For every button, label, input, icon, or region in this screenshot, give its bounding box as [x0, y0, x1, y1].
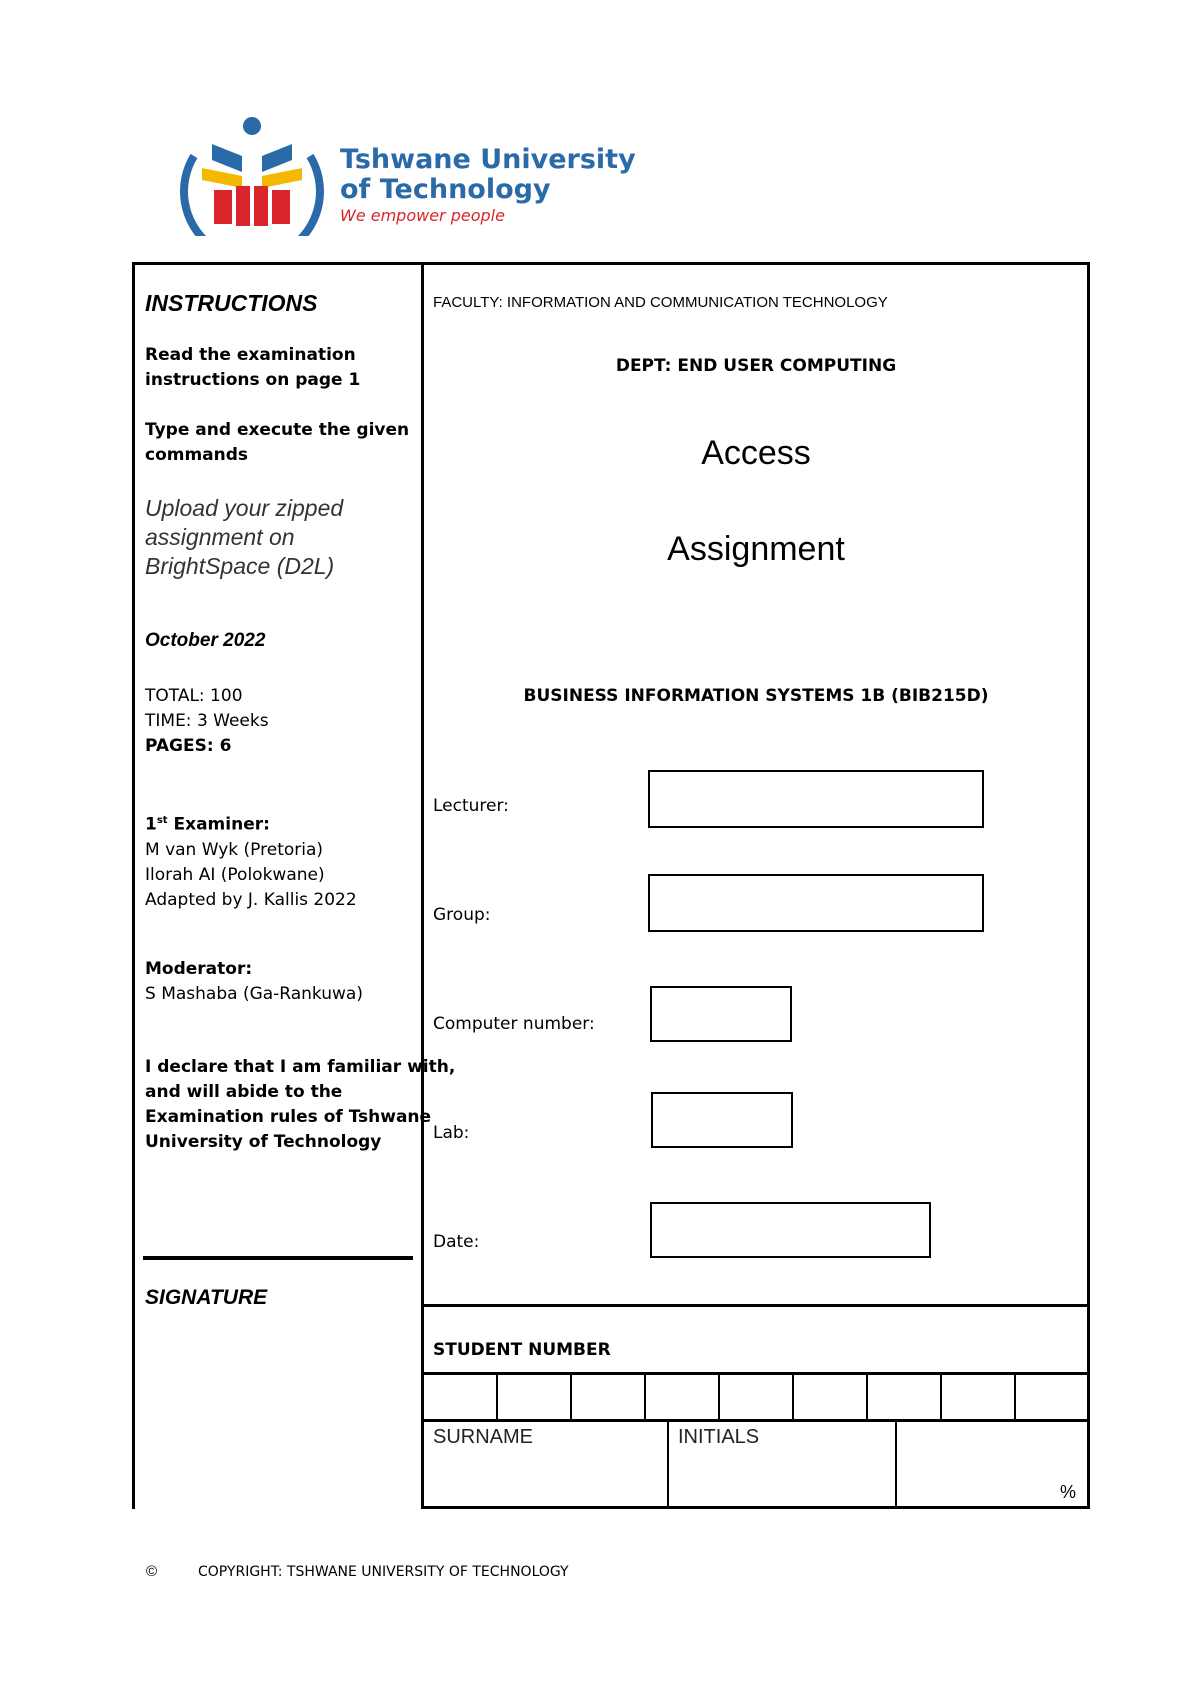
copyright-icon: © [146, 1563, 158, 1580]
frame-bottom-line [421, 1506, 1090, 1509]
group-field[interactable] [648, 874, 984, 932]
moderator-heading: Moderator: [145, 959, 253, 979]
examiner-1: M van Wyk (Pretoria) [145, 839, 324, 860]
upload-line3: BrightSpace (D2L) [145, 553, 335, 579]
moderator-name: S Mashaba (Ga-Rankuwa) [145, 984, 363, 1004]
exam-totals [145, 684, 269, 759]
student-grid-bottom-line [421, 1419, 1090, 1422]
declaration [145, 1055, 455, 1155]
declare-line3: Examination rules of Tshwane [145, 1107, 432, 1127]
upload-line2: assignment on [145, 524, 295, 550]
logo-tagline: We empower people [340, 206, 505, 225]
instruction-1-line1: Read the examination [145, 345, 356, 365]
logo-name-line1: Tshwane University [340, 144, 636, 175]
computer-number-label: Computer number: [433, 1014, 595, 1034]
total-text: TOTAL: 100 [145, 686, 243, 706]
copyright-text: COPYRIGHT: TSHWANE UNIVERSITY OF TECHNOLOGY [198, 1564, 569, 1580]
initials-percent-divider [895, 1420, 897, 1508]
declare-line2: and will abide to the [145, 1082, 343, 1102]
group-label: Group: [433, 905, 491, 925]
logo-name-line2: of Technology [340, 174, 551, 205]
date-label: Date: [433, 1232, 480, 1252]
declare-line4: University of Technology [145, 1132, 382, 1152]
instruction-2-line1: Type and execute the given [145, 420, 410, 440]
instruction-1-line2: instructions on page 1 [145, 370, 361, 390]
lecturer-label: Lecturer: [433, 796, 509, 816]
student-number-label: STUDENT NUMBER [433, 1340, 611, 1360]
dept-text: DEPT: END USER COMPUTING [615, 356, 897, 376]
computer-number-field[interactable] [650, 986, 792, 1042]
pages-text: PAGES: 6 [145, 736, 232, 756]
percent-label: % [1060, 1482, 1077, 1502]
title-assignment: Assignment [667, 530, 845, 568]
adapted-by: Adapted by J. Kallis 2022 [145, 889, 357, 910]
surname-label: SURNAME [433, 1426, 534, 1448]
signature-label: SIGNATURE [145, 1286, 268, 1309]
moderator-block [145, 957, 363, 1007]
examiner-heading: 1st Examiner: [145, 814, 270, 835]
student-section-top-line [421, 1304, 1090, 1307]
exam-date: October 2022 [145, 630, 266, 651]
frame-top-line [132, 262, 1090, 265]
initials-label: INITIALS [678, 1426, 760, 1448]
examiner-block [145, 808, 357, 913]
lecturer-field[interactable] [648, 770, 984, 828]
time-text: TIME: 3 Weeks [145, 711, 269, 731]
date-field[interactable] [650, 1202, 931, 1258]
signature-line [143, 1256, 413, 1260]
tut-emblem-icon [172, 116, 332, 236]
title-access: Access [701, 434, 811, 472]
examiner-2: Ilorah AI (Polokwane) [145, 864, 325, 885]
student-number-grid[interactable] [424, 1372, 1087, 1419]
lab-field[interactable] [651, 1092, 793, 1148]
frame-left-line [132, 262, 135, 1509]
subject-text: BUSINESS INFORMATION SYSTEMS 1B (BIB215D) [523, 686, 989, 706]
upload-instruction [145, 494, 343, 581]
instruction-2-line2: commands [145, 445, 249, 465]
declare-line1: I declare that I am familiar with, [145, 1057, 456, 1077]
lab-label: Lab: [433, 1123, 470, 1143]
upload-line1: Upload your zipped [145, 495, 344, 521]
faculty-text: FACULTY: INFORMATION AND COMMUNICATION TECHNOLOGY [433, 294, 888, 311]
surname-initials-divider [667, 1420, 669, 1508]
instructions-heading: INSTRUCTIONS [145, 290, 318, 316]
